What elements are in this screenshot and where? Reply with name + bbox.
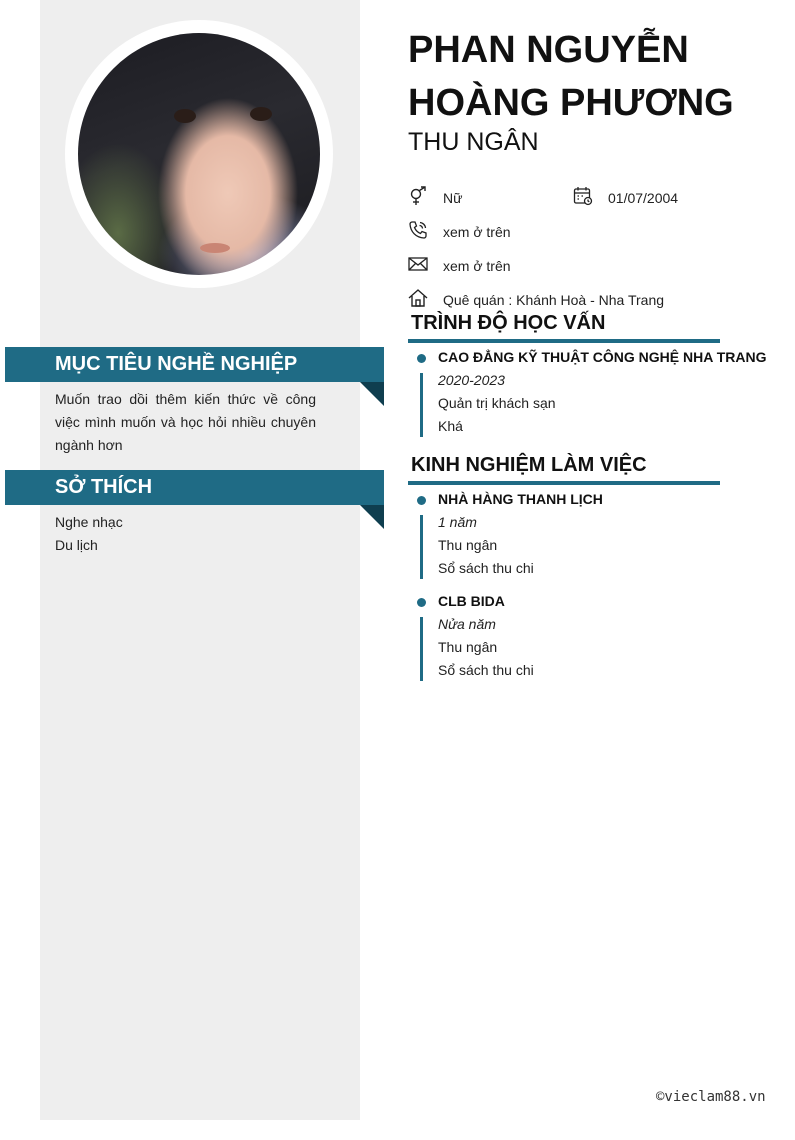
email-text: xem ở trên	[443, 258, 511, 274]
candidate-name	[408, 24, 778, 130]
hobby-item: Du lịch	[55, 537, 98, 553]
objective-banner	[5, 347, 384, 382]
name-line-2: HOÀNG PHƯƠNG	[408, 82, 734, 124]
timeline-line	[420, 373, 423, 437]
hobbies-list	[55, 511, 316, 557]
timeline-line	[420, 515, 423, 579]
address-text: Quê quán : Khánh Hoà - Nha Trang	[443, 292, 665, 308]
company-name: NHÀ HÀNG THANH LỊCH	[438, 491, 603, 507]
banner-fold	[360, 505, 384, 529]
job-role: Thu ngân	[438, 537, 498, 553]
envelope-icon	[408, 254, 428, 274]
school-name: CAO ĐẲNG KỸ THUẬT CÔNG NGHỆ NHA TRANG	[438, 349, 767, 365]
objective-text: Muốn trao dồi thêm kiến thức về công việc mình muốn và học hỏi nhiều chuyên ngành hơn	[55, 391, 316, 453]
objective-heading: MỤC TIÊU NGHỀ NGHIỆP	[55, 353, 298, 375]
bullet-dot	[417, 496, 426, 505]
job-title: THU NGÂN	[408, 128, 539, 156]
hobbies-banner	[5, 470, 384, 505]
education-entry	[408, 349, 788, 439]
home-icon	[408, 288, 428, 308]
birthdate-text: 01/07/2004	[608, 190, 679, 206]
job-duration: 1 năm	[438, 514, 477, 530]
hobbies-heading: SỞ THÍCH	[55, 476, 153, 498]
calendar-icon	[573, 186, 593, 206]
education-major: Quản trị khách sạn	[438, 395, 556, 411]
avatar	[78, 33, 320, 275]
gender-icon	[408, 186, 428, 206]
bullet-dot	[417, 598, 426, 607]
gender-text: Nữ	[443, 190, 463, 206]
experience-entry	[408, 491, 788, 581]
job-task: Sổ sách thu chi	[438, 560, 534, 576]
phone-text: xem ở trên	[443, 224, 511, 240]
experience-heading: KINH NGHIỆM LÀM VIỆC	[411, 454, 647, 476]
experience-entry	[408, 593, 788, 683]
name-line-1: PHAN NGUYỄN	[408, 29, 689, 71]
job-task: Sổ sách thu chi	[438, 662, 534, 678]
education-heading: TRÌNH ĐỘ HỌC VẤN	[411, 312, 606, 334]
banner-fold	[360, 382, 384, 406]
job-duration: Nửa năm	[438, 616, 496, 632]
job-role: Thu ngân	[438, 639, 498, 655]
watermark: ©vieclam88.vn	[656, 1089, 766, 1105]
education-grade: Khá	[438, 418, 463, 434]
education-underline	[408, 339, 720, 343]
hobby-item: Nghe nhạc	[55, 514, 123, 530]
timeline-line	[420, 617, 423, 681]
education-period: 2020-2023	[438, 372, 505, 388]
phone-icon	[408, 220, 428, 240]
experience-underline	[408, 481, 720, 485]
bullet-dot	[417, 354, 426, 363]
company-name: CLB BIDA	[438, 593, 505, 609]
